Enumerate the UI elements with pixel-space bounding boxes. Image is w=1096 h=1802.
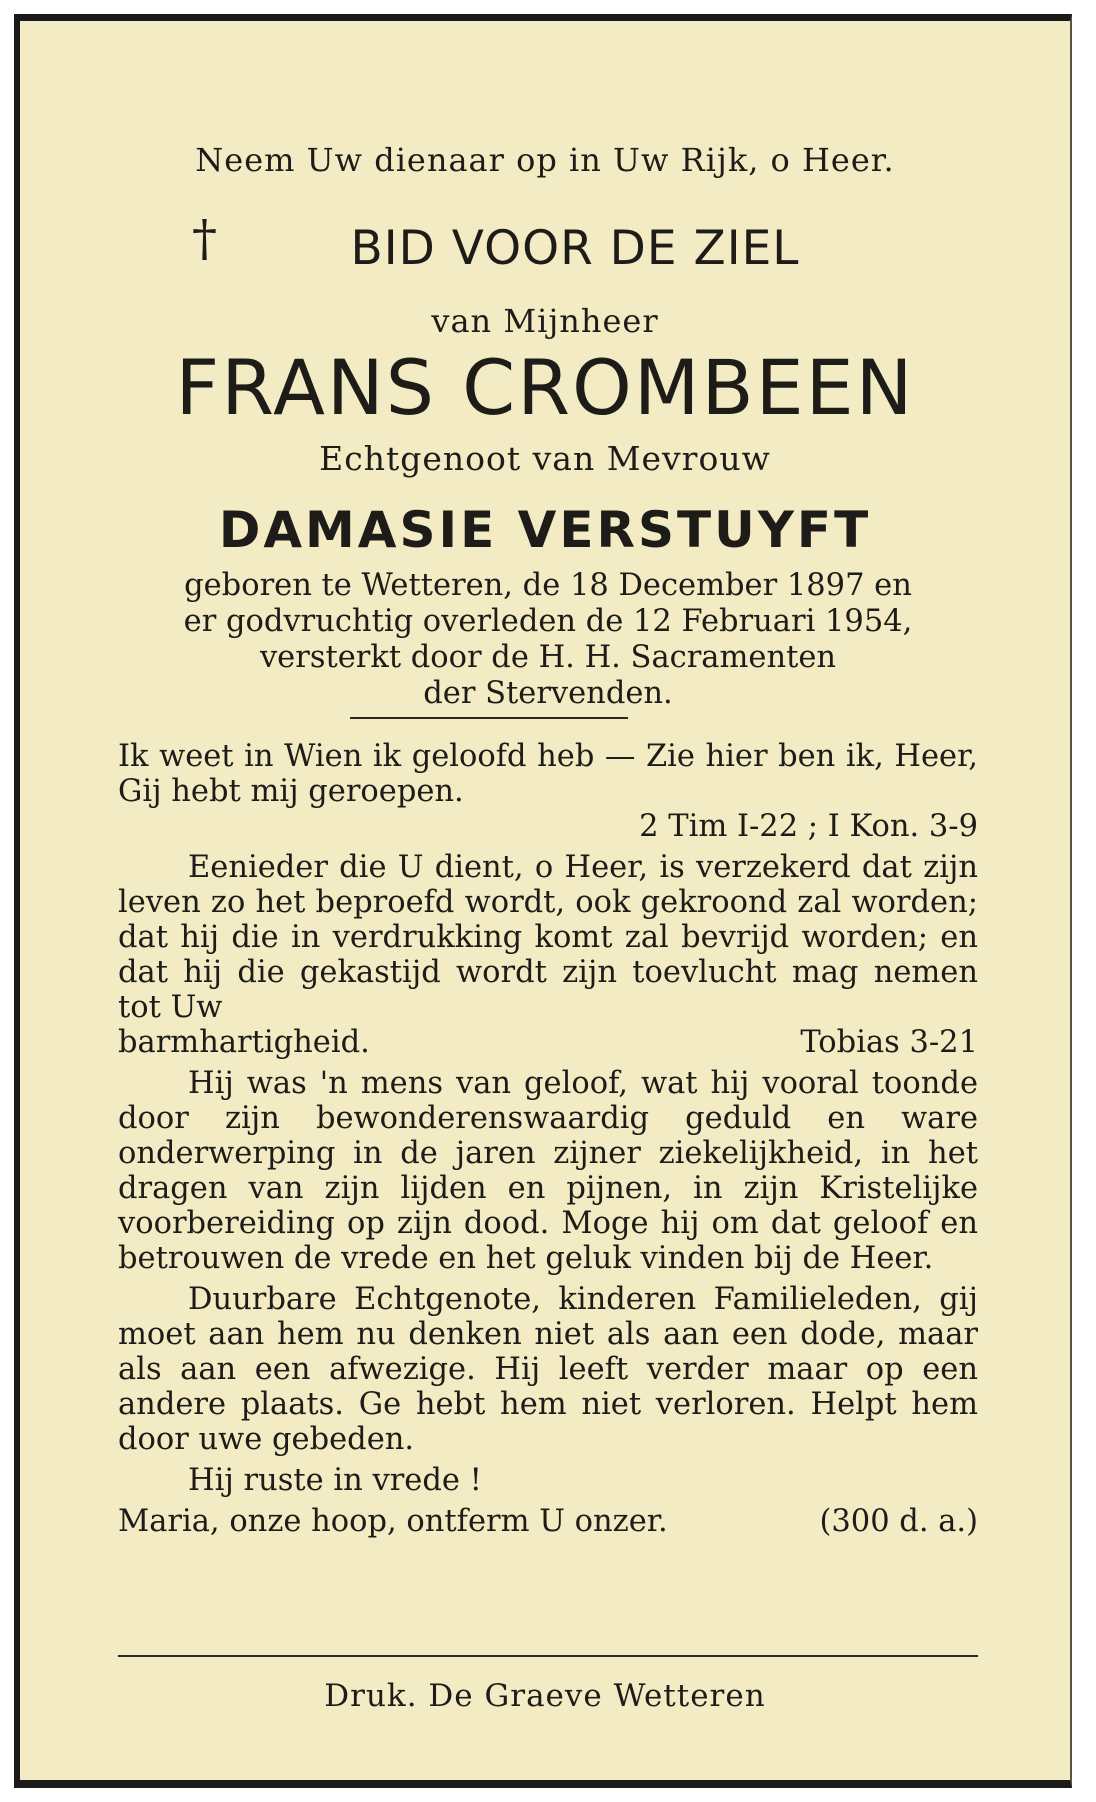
faith-paragraph: Hij was 'n mens van geloof, wat hij vooral toonde door zijn bewonderenswaardig geduld en ware onderwerping in de jaren zijner ziekelijkheid, in het dragen van zijn lijden en pijnen, in zijn Kristelijke voorbereiding op zijn dood. Moge hij om dat geloof en betrouwen de vrede en het geluk vinden bij de Heer. xyxy=(118,1066,978,1276)
life-dates xyxy=(118,568,978,712)
printer-credit: Druk. De Graeve Wetteren xyxy=(324,1678,766,1714)
short-divider xyxy=(350,717,628,719)
footer-divider xyxy=(118,1655,978,1657)
cross-icon: † xyxy=(192,209,217,267)
tobias-ending xyxy=(118,1025,978,1060)
memorial-card xyxy=(14,14,1072,1788)
prayer-text: Maria, onze hoop, ontferm U onzer. xyxy=(118,1504,668,1539)
closing-prayer xyxy=(118,1504,978,1539)
sacraments-line-end: der Stervenden. xyxy=(423,676,673,711)
memorial-text xyxy=(118,739,978,1539)
tobias-last-word: barmhartigheid. xyxy=(118,1025,370,1060)
rest-in-peace: Hij ruste in vrede ! xyxy=(188,1463,482,1498)
spouse-line: Echtgenoot van Mevrouw xyxy=(319,439,771,478)
prayer-heading: BID VOOR DE ZIEL xyxy=(350,221,800,276)
motto: Neem Uw dienaar op in Uw Rijk, o Heer. xyxy=(195,141,895,179)
death-line: er godvruchtig overleden de 12 Februari 1954, xyxy=(183,604,913,639)
tobias-text xyxy=(118,850,978,1025)
spouse-name: DAMASIE VERSTUYFT xyxy=(218,501,872,559)
tobias-reference: Tobias 3-21 xyxy=(800,1025,978,1060)
scripture-quote: Ik weet in Wien ik geloofd heb — Zie hier ben ik, Heer, Gij hebt mij geroepen. xyxy=(118,739,978,809)
sacraments-line: versterkt door de H. H. Sacramenten xyxy=(259,640,837,675)
birth-line: geboren te Wetteren, de 18 December 1897 en xyxy=(184,568,912,603)
tobias-body: Eenieder die U dient, o Heer, is verzekerd dat zijn leven zo het beproefd wordt, ook gekroond zal worden; dat hij die in verdrukking komt zal bevrijd worden; en dat hij die gekastijd wordt zijn toevlucht mag nemen tot Uw xyxy=(118,850,978,1025)
scripture-reference: 2 Tim I-22 ; I Kon. 3-9 xyxy=(639,809,978,844)
name-prefix: van Mijnheer xyxy=(431,302,659,340)
family-paragraph: Duurbare Echtgenote, kinderen Familieleden, gij moet aan hem nu denken niet als aan een dode, maar als aan een afwezige. Hij leeft verder maar op een andere plaats. Ge hebt hem niet verloren. Helpt hem door uwe gebeden. xyxy=(118,1282,978,1457)
indulgence-note: (300 d. a.) xyxy=(819,1504,978,1539)
deceased-name: FRANS CROMBEEN xyxy=(175,343,915,432)
